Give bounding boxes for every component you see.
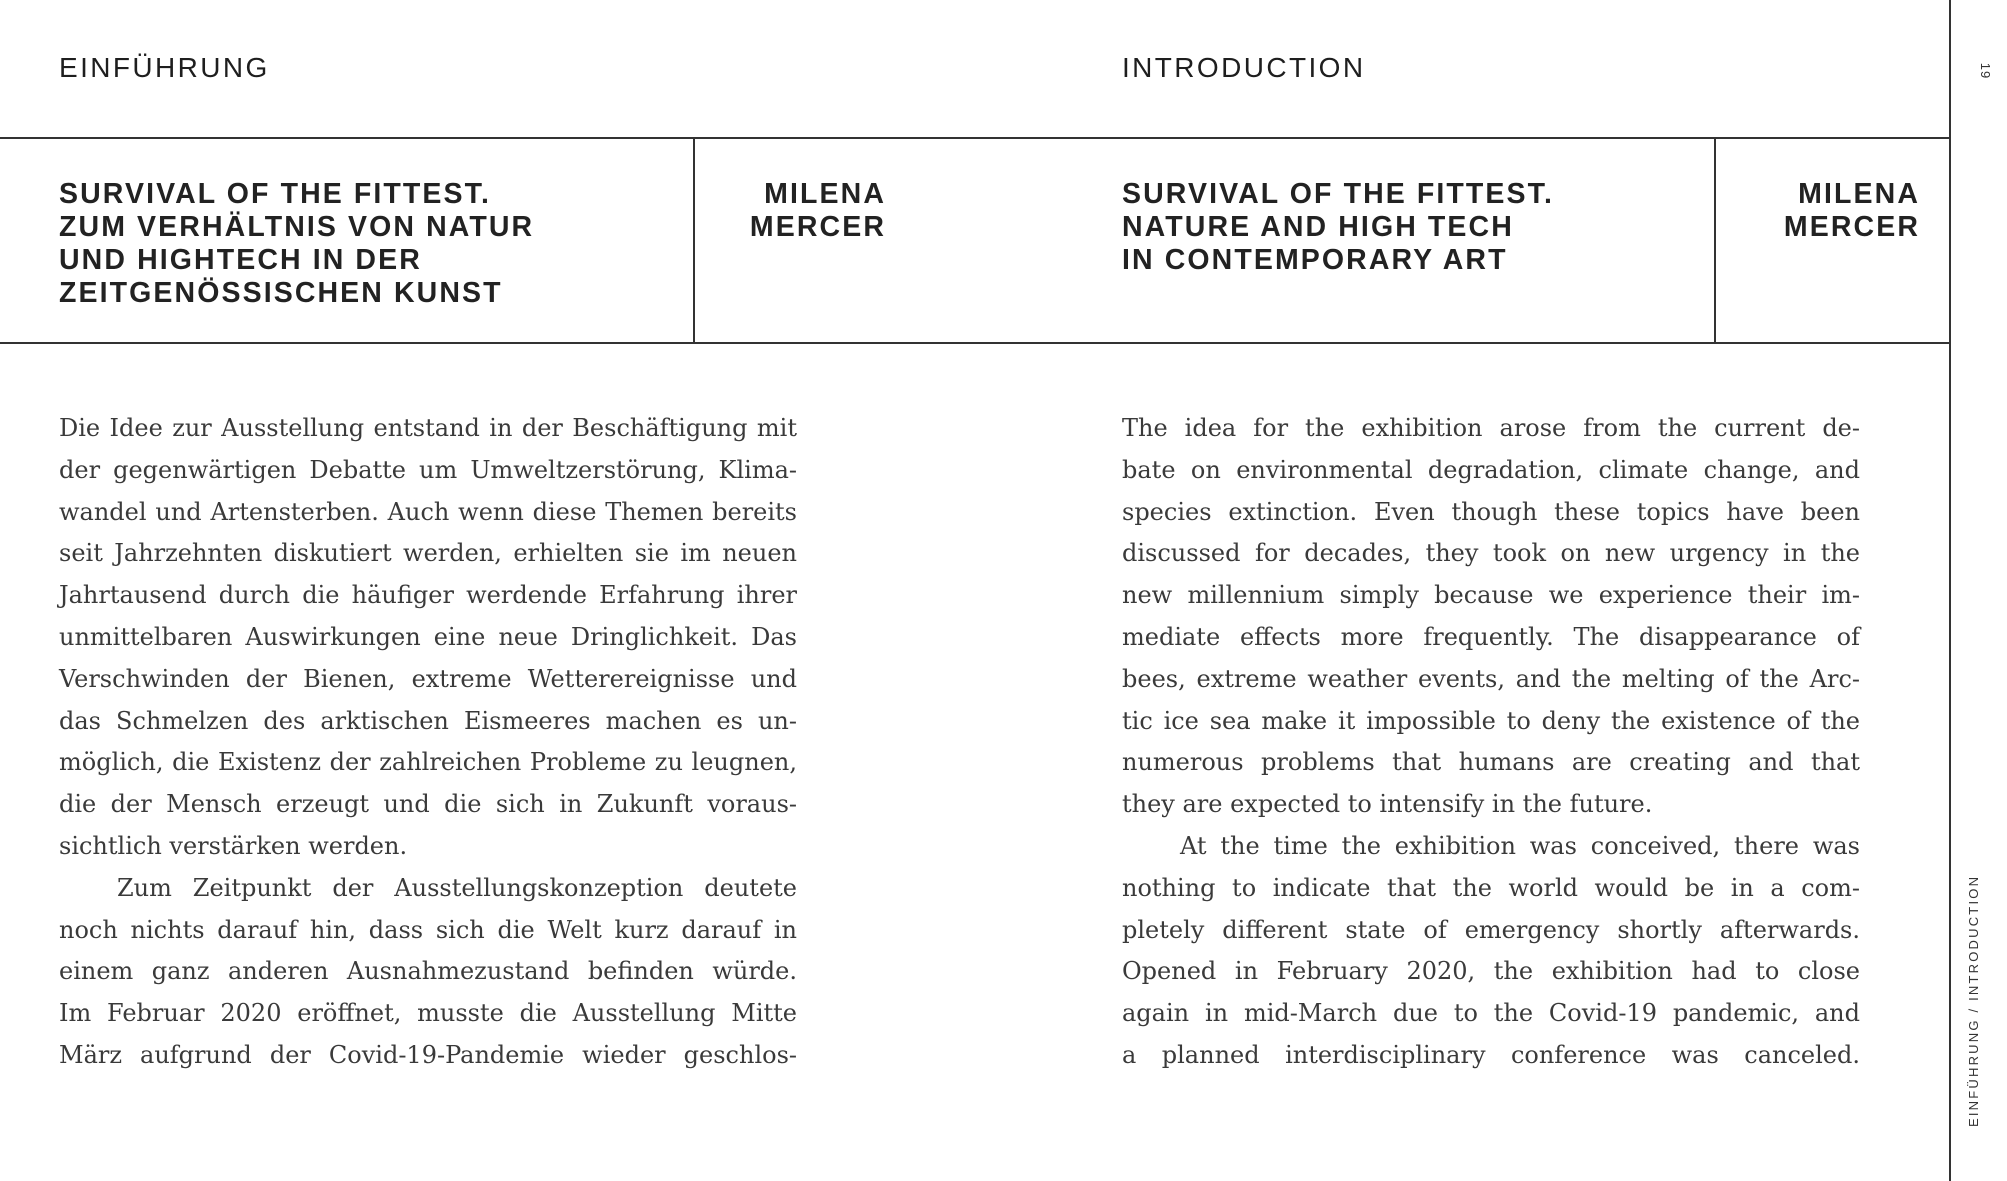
author-line: MERCER: [1783, 211, 1920, 243]
body-line: a planned interdisciplinary conference was canceled.: [1122, 1040, 1860, 1069]
body-line: der gegenwärtigen Debatte um Umweltzerstörung, Klima-: [59, 455, 797, 484]
title-line: SURVIVAL OF THE FITTEST.: [1122, 178, 1555, 210]
body-line: noch nichts darauf hin, dass sich die Welt kurz darauf in: [59, 915, 797, 944]
body-text-en: [1122, 408, 1860, 1077]
page-number: 19: [1978, 62, 1993, 80]
margin-divider: [1949, 0, 1951, 1181]
body-line: Im Februar 2020 eröffnet, musste die Ausstellung Mitte: [59, 999, 797, 1028]
title-line: ZEITGENÖSSISCHEN KUNST: [59, 277, 503, 309]
title-line: IN CONTEMPORARY ART: [1122, 244, 1508, 276]
body-line: seit Jahrzehnten diskutiert werden, erhielten sie im neuen: [59, 539, 797, 568]
body-line: discussed for decades, they took on new urgency in the: [1122, 539, 1860, 568]
body-line: nothing to indicate that the world would be in a com-: [1122, 873, 1860, 902]
body-line: Opened in February 2020, the exhibition had to close: [1122, 957, 1860, 986]
title-line: UND HIGHTECH IN DER: [59, 244, 422, 276]
section-label-de: EINFÜHRUNG: [59, 52, 270, 83]
body-text-de: [59, 408, 797, 1077]
title-author-divider-en: [1714, 137, 1716, 343]
body-line: unmittelbaren Auswirkungen eine neue Dringlichkeit. Das: [59, 622, 797, 651]
body-line: At the time the exhibition was conceived, there was: [1180, 831, 1860, 860]
body-line: das Schmelzen des arktischen Eismeeres machen es un-: [59, 706, 797, 735]
author-name-en: [1784, 178, 1920, 244]
article-title-de: [59, 178, 534, 310]
body-line: The idea for the exhibition arose from the current de-: [1122, 414, 1860, 442]
running-head: EINFÜHRUNG / INTRODUCTION: [1966, 874, 1981, 1127]
body-line: numerous problems that humans are creating and that: [1122, 748, 1860, 777]
author-line: MILENA: [764, 178, 886, 210]
body-line: new millennium simply because we experience their im-: [1122, 581, 1860, 610]
body-line: Jahrtausend durch die häufiger werdende Erfahrung ihrer: [59, 581, 797, 610]
body-line: sichtlich verstärken werden.: [59, 831, 408, 860]
body-line: möglich, die Existenz der zahlreichen Probleme zu leugnen,: [59, 748, 797, 777]
author-line: MERCER: [749, 211, 886, 243]
body-line: pletely different state of emergency shortly afterwards.: [1122, 915, 1860, 944]
body-line: bees, extreme weather events, and the melting of the Arc-: [1122, 664, 1860, 693]
top-divider: [0, 137, 1950, 139]
body-line: einem ganz anderen Ausnahmezustand befinden würde.: [59, 957, 797, 986]
body-line: die der Mensch erzeugt und die sich in Zukunft voraus-: [59, 790, 797, 819]
body-line: wandel und Artensterben. Auch wenn diese Themen bereits: [59, 497, 797, 526]
body-line: bate on environmental degradation, climate change, and: [1122, 455, 1860, 484]
body-line: Zum Zeitpunkt der Ausstellungskonzeption deutete: [117, 873, 797, 902]
body-line: März aufgrund der Covid-19-Pandemie wieder geschlos-: [59, 1040, 797, 1069]
body-line: Die Idee zur Ausstellung entstand in der Beschäftigung mit: [59, 414, 797, 442]
title-line: ZUM VERHÄLTNIS VON NATUR: [59, 211, 535, 243]
section-label-en: INTRODUCTION: [1122, 52, 1366, 83]
title-line: SURVIVAL OF THE FITTEST.: [59, 178, 492, 210]
body-line: tic ice sea make it impossible to deny the existence of the: [1122, 706, 1860, 735]
author-name-de: [750, 178, 886, 244]
author-line: MILENA: [1798, 178, 1920, 210]
body-line: species extinction. Even though these topics have been: [1122, 497, 1860, 526]
body-line: mediate effects more frequently. The disappearance of: [1122, 622, 1860, 651]
body-line: they are expected to intensify in the future.: [1122, 790, 1653, 819]
article-title-en: [1122, 178, 1554, 277]
body-line: Verschwinden der Bienen, extreme Wetterereignisse und: [59, 664, 797, 693]
title-line: NATURE AND HIGH TECH: [1122, 211, 1514, 243]
title-author-divider-de: [693, 137, 695, 343]
body-line: again in mid-March due to the Covid-19 pandemic, and: [1122, 999, 1860, 1028]
header-divider: [0, 342, 1950, 344]
